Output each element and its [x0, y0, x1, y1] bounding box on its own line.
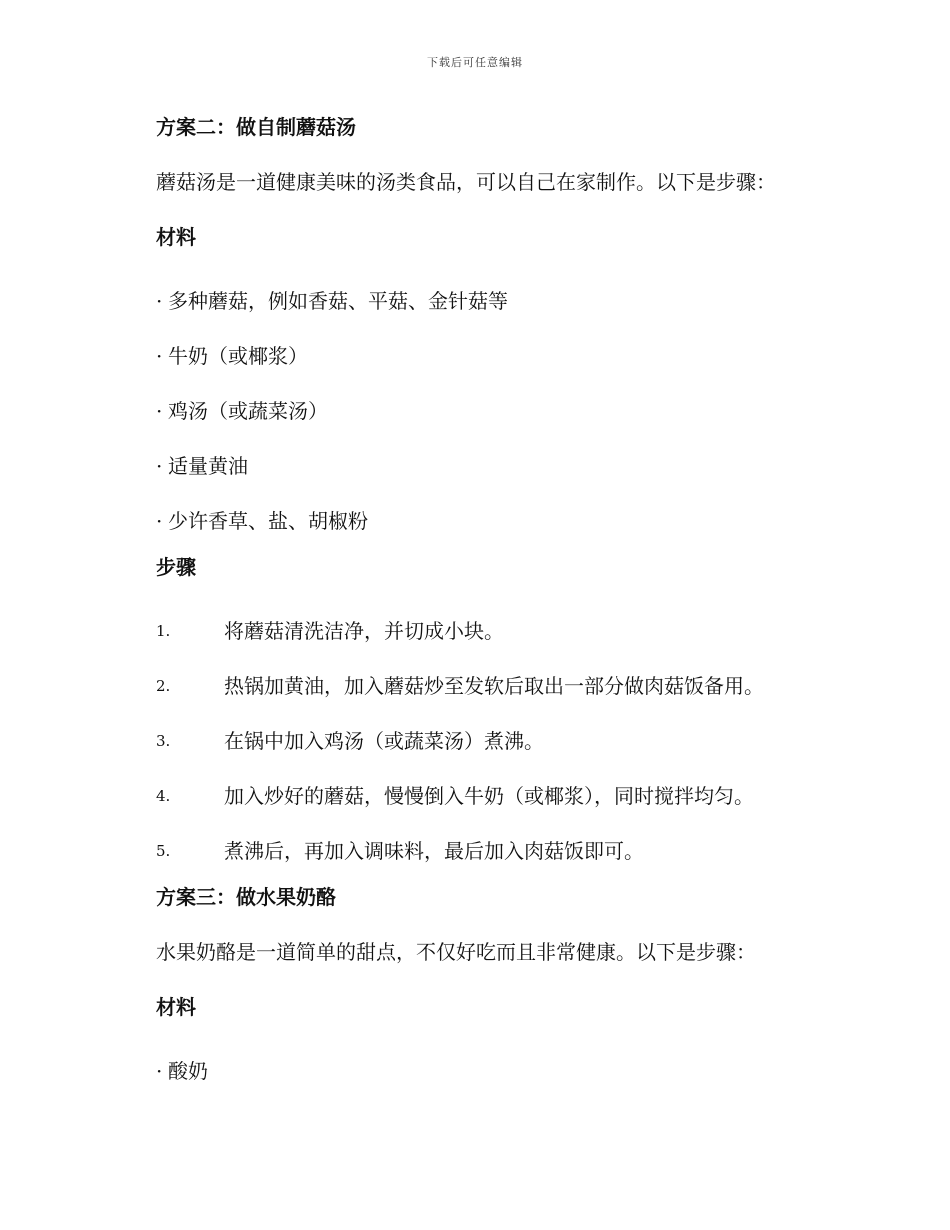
list-item-text: 鸡汤（或蔬菜汤）: [168, 398, 328, 423]
bullet-icon: ·: [156, 453, 163, 478]
step-number: 4.: [156, 786, 171, 805]
numbered-step: [156, 603, 856, 658]
section-title-plan-3: 方案三：做水果奶酪: [156, 885, 336, 909]
bullet-icon: ·: [156, 288, 163, 313]
steps-heading-plan-2: 步骤: [156, 555, 196, 579]
numbered-step: [156, 823, 856, 878]
bullet-icon: ·: [156, 508, 163, 533]
materials-heading-plan-2: 材料: [156, 225, 196, 249]
step-text: 将蘑菇清洗洁净，并切成小块。: [224, 618, 504, 643]
materials-heading-plan-3: 材料: [156, 995, 196, 1019]
step-number: 1.: [156, 621, 171, 640]
section-title-plan-2: 方案二：做自制蘑菇汤: [156, 115, 356, 139]
list-item: [156, 1043, 856, 1098]
page-header: 下载后可任意编辑: [427, 56, 523, 69]
numbered-step: [156, 768, 856, 823]
step-text: 在锅中加入鸡汤（或蔬菜汤）煮沸。: [224, 728, 544, 753]
bullet-icon: ·: [156, 343, 163, 368]
list-item: [156, 273, 856, 328]
step-text: 加入炒好的蘑菇，慢慢倒入牛奶（或椰浆），同时搅拌均匀。: [224, 783, 754, 808]
step-number: 5.: [156, 841, 171, 860]
numbered-step: [156, 658, 856, 713]
list-item-text: 酸奶: [168, 1058, 208, 1083]
step-number: 3.: [156, 731, 171, 750]
list-item-text: 少许香草、盐、胡椒粉: [168, 508, 368, 533]
document-body: [156, 108, 856, 1098]
list-item: [156, 438, 856, 493]
list-item: [156, 493, 856, 548]
section-intro-plan-3: 水果奶酪是一道简单的甜点，不仅好吃而且非常健康。以下是步骤：: [156, 940, 756, 964]
list-item: [156, 383, 856, 438]
numbered-step: [156, 713, 856, 768]
step-text: 煮沸后，再加入调味料，最后加入肉菇饭即可。: [224, 838, 644, 863]
list-item-text: 牛奶（或椰浆）: [168, 343, 308, 368]
list-item-text: 多种蘑菇，例如香菇、平菇、金针菇等: [168, 288, 508, 313]
step-number: 2.: [156, 676, 171, 695]
step-text: 热锅加黄油，加入蘑菇炒至发软后取出一部分做肉菇饭备用。: [224, 673, 764, 698]
bullet-icon: ·: [156, 1058, 163, 1083]
bullet-icon: ·: [156, 398, 163, 423]
list-item-text: 适量黄油: [168, 453, 248, 478]
section-intro-plan-2: 蘑菇汤是一道健康美味的汤类食品，可以自己在家制作。以下是步骤：: [156, 170, 776, 194]
list-item: [156, 328, 856, 383]
